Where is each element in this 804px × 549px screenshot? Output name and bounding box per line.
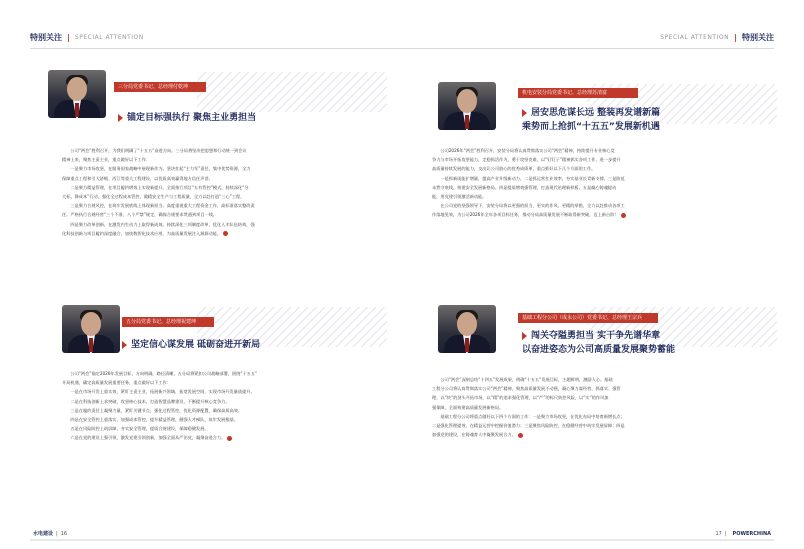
decorative-texture: [197, 72, 387, 112]
paragraph: 公司“两会”胜利召开，为我们明确了“十五五”奋进方向。三分局将坚决把思想和行动统一到会议: [70, 148, 247, 153]
portrait-photo: [62, 305, 120, 353]
footer-separator: |: [56, 530, 58, 537]
title-line-1: [522, 329, 675, 343]
article-title: [522, 329, 675, 357]
title-arrow-icon: [522, 332, 527, 340]
paragraph: 一是在市场开发上重实效，紧盯主责主业，拓展新兴领域，拓宽发展空间，实现市场开发量质提升。: [70, 389, 255, 395]
author-label: 五分局党委书记、总经理祝建坤: [122, 317, 214, 327]
paragraph: [62, 433, 382, 442]
article-body: [62, 369, 382, 443]
left-section-en: SPECIAL ATTENTION: [74, 33, 144, 41]
paragraph: [432, 430, 768, 439]
right-footer-bar: [402, 539, 774, 541]
right-section-en: SPECIAL ATTENTION: [660, 33, 730, 41]
portrait-photo: [438, 82, 496, 130]
title-arrow-icon: [122, 341, 127, 349]
article-card-2: [412, 82, 784, 282]
left-header: [30, 30, 144, 44]
author-label: 三分局党委书记、总经理付乾坤: [114, 82, 206, 92]
paragraph: 未然守底线，构建安全发展新格局。四是提质增效强管理，打造现代治理新样板。五是凝心铸魂提动: [432, 184, 617, 190]
paragraph: 争力与市场开拓攻坚能力，走稳抓活作为，勇于攻坚克难，以“钉钉子”精神抓实各项工作，进一步提升: [432, 157, 621, 163]
title-line-2: 以奋进姿态为公司高质量发展聚势蓄能: [522, 345, 676, 355]
paragraph-text: 化科技创新与项目履约深度融合，加快数智化技术应用，为高质量发展注入源源动能。: [62, 230, 222, 236]
article-title-text: 坚定信心谋发展 砥砺奋进开新局: [131, 340, 261, 350]
title-arrow-icon: [118, 114, 123, 122]
end-mark-icon: [223, 231, 228, 236]
paragraph: 任。严格执行合规经营“三个不准、八个严禁”规定，确保合规要求贯通到项目一线。: [62, 212, 218, 218]
paragraph: 精神上来，聚焦主责主业，重点做好以下工作：: [62, 157, 150, 163]
paragraph: 二是聚力精益管理，在项目履约增效上实现新提升。全面推行项目“五有管控”模式，持续深化“分: [70, 184, 249, 190]
paragraph-text: 六是在党的建设上强引领，激发党建引领创新，加强全面从严治党，凝聚奋进合力。: [70, 435, 226, 441]
left-footer-bar: [30, 539, 402, 541]
article-card-1: [22, 70, 394, 270]
title-line-1: [522, 106, 660, 120]
paragraph: 三是聚力合规风控，在筑牢发展底线上体现新担当。高度重视重大工程资金工作，高标准落实整改责: [70, 203, 255, 209]
author-label: 机电安装分局党委书记、总经理苏清富: [518, 88, 638, 98]
end-mark-icon: [518, 433, 523, 438]
article-title: [118, 110, 256, 123]
paragraph: 开局机遇，确定高质量发展重要任务，重点做好以下工作：: [62, 380, 171, 386]
paragraph: 公司“两会”锚定2026年发展目标，方向明确，路径清晰。五分局将紧扣公司战略部署，围绕“十五五”: [70, 371, 258, 376]
header-separator: |: [67, 32, 70, 42]
end-mark-icon: [227, 436, 232, 441]
article-body: [432, 375, 768, 439]
right-page: [402, 0, 804, 549]
end-mark-icon: [621, 213, 626, 218]
article-card-3: [22, 305, 394, 505]
portrait-photo: [48, 70, 106, 118]
article-title-text: 闯关夺隘勇担当 实干争先谱华章: [531, 331, 661, 341]
paragraph: 在公司党的坚强领导下，安装分局将以更强的担当、更实的作风、更精的举措，全力以赴推动各项工: [440, 203, 625, 209]
title-line-2: 乘势而上抢抓“十五五”发展新机遇: [522, 122, 660, 132]
footer-separator: |: [724, 531, 727, 537]
paragraph-text: 加强党的建设，在铸魂育人中凝聚发展合力。: [432, 432, 516, 438]
left-section-title: 特别关注: [30, 32, 62, 42]
paragraph: 公司2026年“两会”胜利召开，安装分局将认真贯彻落实公司“两会”精神，持续提升专业核心竞: [440, 148, 615, 153]
paragraph: 高质量持续发展的能力，交出让公司放心的优秀成绩单，重点抓好以下几个方面的工作。: [432, 166, 596, 172]
paragraph: 保障重点工程和引大济岷、西江等重大工程建设，以优质高效赢得地方信任声誉。: [62, 175, 213, 181]
article-title: [122, 337, 260, 350]
article-title-text: 居安思危谋长远 整装再发谱新篇: [531, 108, 661, 118]
paragraph-text: 作落地见效，为公司2026年全年各项目标任务，推动分局高质量发展不断取得新突破，迈上新台阶！: [432, 212, 619, 218]
footer-brand: 水电建设: [33, 531, 54, 537]
paragraph: 二是在科技创新上求突破，攻坚核心技术，打造智慧品牌建设，不断提升核心竞争力。: [70, 398, 230, 404]
paragraph: 工程分公司将认真贯彻落实公司“两会”精神，聚焦高质量发展不动摇，凝心聚力谋经营、抓落实、强管: [432, 386, 621, 392]
article-card-4: [412, 305, 784, 505]
paragraph: 四是在安全管控上重落实，加强成本管控，提升精益管理，健强人才梯队，筑牢发展根基。: [70, 417, 238, 423]
article-title-text: 锚定目标强执行 聚焦主业勇担当: [127, 113, 257, 123]
right-footer: [715, 531, 774, 537]
right-section-title: 特别关注: [742, 32, 774, 42]
title-arrow-icon: [522, 109, 527, 117]
article-title: [522, 106, 660, 134]
paragraph: 二是强化管理提效，在精益运营中挖掘价值潜力；三是聚焦风险防控，在稳健经营中筑牢发展屏障；四是: [432, 423, 625, 429]
article-body: [62, 146, 382, 238]
portrait-photo: [438, 305, 496, 353]
paragraph: 基础工程分公司将重点做好以下四个方面的工作：一是聚力市场攻坚，在优化布局中培育新增长点；: [440, 413, 625, 419]
left-header-rule: [30, 48, 402, 49]
paragraph: 强保障，全面构建高质量发展新格局。: [432, 404, 504, 410]
paragraph: 五是在风险防控上筑屏障，夯实安全管理，提质合规建设，保障稳健发展。: [70, 426, 209, 432]
paragraph: 一是抓新质能扩增量，提高产业升级新动力。二是抓运营扛业效率，夯实基业长青新支撑。三是防范: [440, 175, 625, 181]
footer-brand: POWERCHINA: [732, 531, 771, 537]
paragraph: 理，以“快”的劲头开拓市场，以“精”的追求强化管理，以“严”的标尺防控风险，以“实”的作风加: [432, 395, 609, 401]
paragraph: 四是聚力改革创新，在激发内生动力上取得新成效。持续深化三项制度改革，优化人才队伍结构，强: [70, 221, 255, 227]
paragraph: 能，用党建引领激活新动能。: [432, 194, 487, 200]
paragraph: [432, 210, 768, 219]
header-separator: |: [734, 32, 737, 42]
paragraph: [62, 229, 382, 238]
paragraph: 公司“两会”深刻总结“十四五”发展成果，明确“十五五”发展目标，主题鲜明，激励人心。基础: [440, 377, 613, 382]
paragraph: 一是聚力市场攻坚，在服务国家战略中展现新作为。坚决扛起“主力军”责任，集中优势资源，全力: [70, 166, 251, 172]
right-header: [660, 30, 774, 44]
page-number: 16: [60, 530, 68, 537]
right-header-rule: [402, 48, 774, 49]
left-footer: [30, 530, 67, 537]
article-body: [432, 146, 768, 220]
paragraph: 大标、降成本”行动，强化全过程成本管控，做精安全生产与工程质量，全力以赴打造“三心”工程。: [62, 194, 245, 200]
page-number: 17: [715, 531, 722, 537]
paragraph: 三是在履约责任上凝聚力量，紧盯关键节点，强化过程管控，优化资源配置，确保高质高效。: [70, 407, 243, 413]
author-label: 基础工程分公司（成永公司）党委书记、总经理王宗兵: [518, 313, 658, 323]
